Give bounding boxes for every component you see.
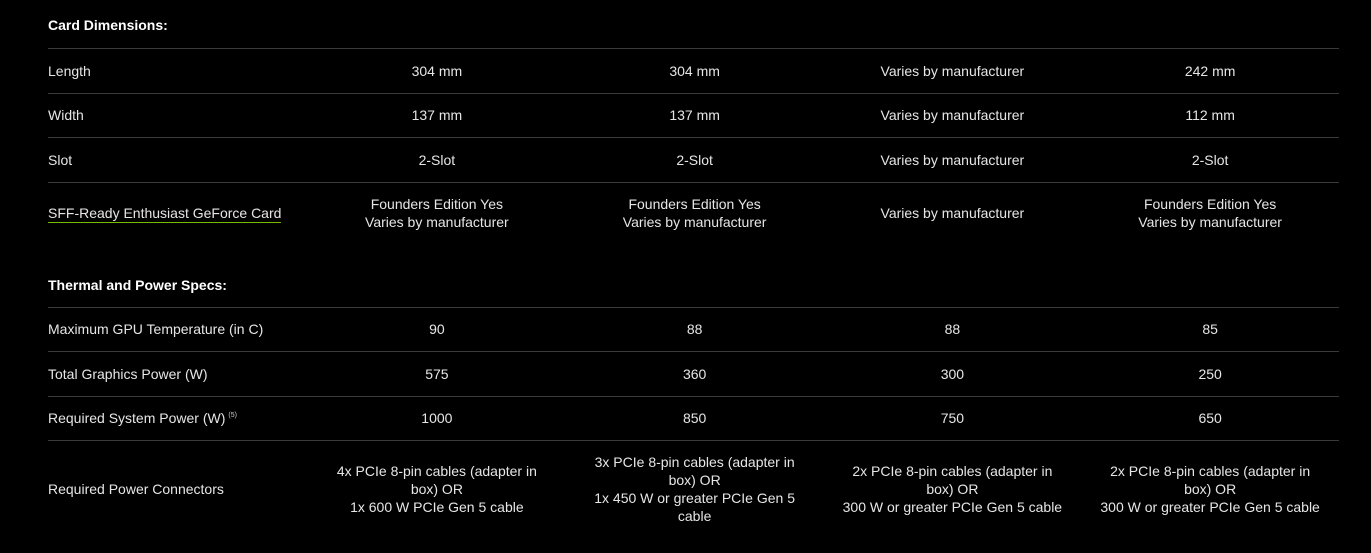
cell-line: 1x 600 W PCIe Gen 5 cable <box>350 498 524 515</box>
table-cell: 304 mm <box>411 62 463 79</box>
row-label: Width <box>48 107 84 124</box>
cell-line: box) OR <box>410 480 463 497</box>
cell-line: box) OR <box>1184 480 1237 497</box>
table-cell: 2-Slot <box>676 151 713 168</box>
table-cell: Varies by manufacturer <box>880 151 1025 168</box>
table-row <box>48 441 1339 536</box>
table-cell <box>1081 195 1339 231</box>
row-label <box>48 205 308 221</box>
table-cell: 112 mm <box>1185 107 1235 124</box>
table-cell <box>566 195 824 231</box>
table-cell: 300 <box>940 365 965 382</box>
cell-line: box) OR <box>926 480 979 497</box>
table-cell <box>308 462 566 516</box>
table-cell: 250 <box>1198 365 1222 382</box>
footnote-marker: (5) <box>228 412 237 420</box>
section-title-thermal-power: Thermal and Power Specs: <box>48 263 1339 308</box>
table-row <box>48 183 1339 243</box>
table-cell: 2-Slot <box>418 151 456 168</box>
table-cell: 88 <box>944 321 961 338</box>
cell-line: 4x PCIe 8-pin cables (adapter in <box>336 462 537 479</box>
table-cell <box>566 453 824 525</box>
row-label-text: Required System Power (W) <box>48 410 226 427</box>
table-cell: 85 <box>1202 321 1218 338</box>
table-cell: Varies by manufacturer <box>880 107 1025 124</box>
table-cell: 1000 <box>421 410 453 427</box>
table-cell: 2-Slot <box>1191 151 1229 168</box>
row-label: Total Graphics Power (W) <box>48 365 208 382</box>
row-label: Required Power Connectors <box>48 480 224 497</box>
table-cell <box>308 195 566 231</box>
table-cell: 360 <box>682 365 707 382</box>
table-row <box>48 352 1339 397</box>
cell-line: cable <box>677 507 712 524</box>
cell-line: 2x PCIe 8-pin cables (adapter in <box>852 462 1053 479</box>
row-label: Length <box>48 62 91 79</box>
cell-line: box) OR <box>668 471 721 488</box>
table-cell: 90 <box>429 321 445 338</box>
cell-line: 300 W or greater PCIe Gen 5 cable <box>842 498 1063 515</box>
cell-line: Founders Edition Yes <box>370 195 504 212</box>
cell-line: 2x PCIe 8-pin cables (adapter in <box>1110 462 1311 479</box>
table-cell: 850 <box>682 410 707 427</box>
cell-line: Founders Edition Yes <box>628 195 761 212</box>
cell-line: 3x PCIe 8-pin cables (adapter in <box>594 453 795 470</box>
row-label <box>48 410 308 426</box>
table-cell: 137 mm <box>669 107 720 124</box>
table-cell <box>824 204 1082 222</box>
cell-line: 1x 450 W or greater PCIe Gen 5 <box>594 489 795 506</box>
table-cell: 242 mm <box>1184 62 1236 79</box>
cell-line: Founders Edition Yes <box>1143 195 1277 212</box>
cell-line: Varies by manufacturer <box>880 204 1025 221</box>
table-cell <box>1081 462 1339 516</box>
row-label: Slot <box>48 151 73 168</box>
table-row <box>48 49 1339 94</box>
row-label: Maximum GPU Temperature (in C) <box>48 321 264 338</box>
table-row <box>48 94 1339 139</box>
cell-line: 300 W or greater PCIe Gen 5 cable <box>1100 498 1320 515</box>
cell-line: Varies by manufacturer <box>622 213 767 230</box>
table-cell: Varies by manufacturer <box>880 62 1025 79</box>
specs-table <box>48 0 1339 536</box>
table-cell: 575 <box>425 365 449 382</box>
sff-ready-link[interactable]: SFF-Ready Enthusiast GeForce Card <box>48 204 282 221</box>
table-cell: 750 <box>940 410 965 427</box>
cell-line: Varies by manufacturer <box>1138 213 1282 230</box>
section-spacer <box>48 243 1339 263</box>
table-cell <box>824 462 1082 516</box>
table-cell: 650 <box>1198 410 1222 427</box>
table-row <box>48 397 1339 442</box>
table-row <box>48 138 1339 183</box>
table-cell: 88 <box>686 321 703 338</box>
table-cell: 137 mm <box>411 107 463 124</box>
table-cell: 304 mm <box>669 62 720 79</box>
section-title-card-dimensions: Card Dimensions: <box>48 0 1339 49</box>
cell-line: Varies by manufacturer <box>365 213 509 230</box>
table-row <box>48 308 1339 353</box>
